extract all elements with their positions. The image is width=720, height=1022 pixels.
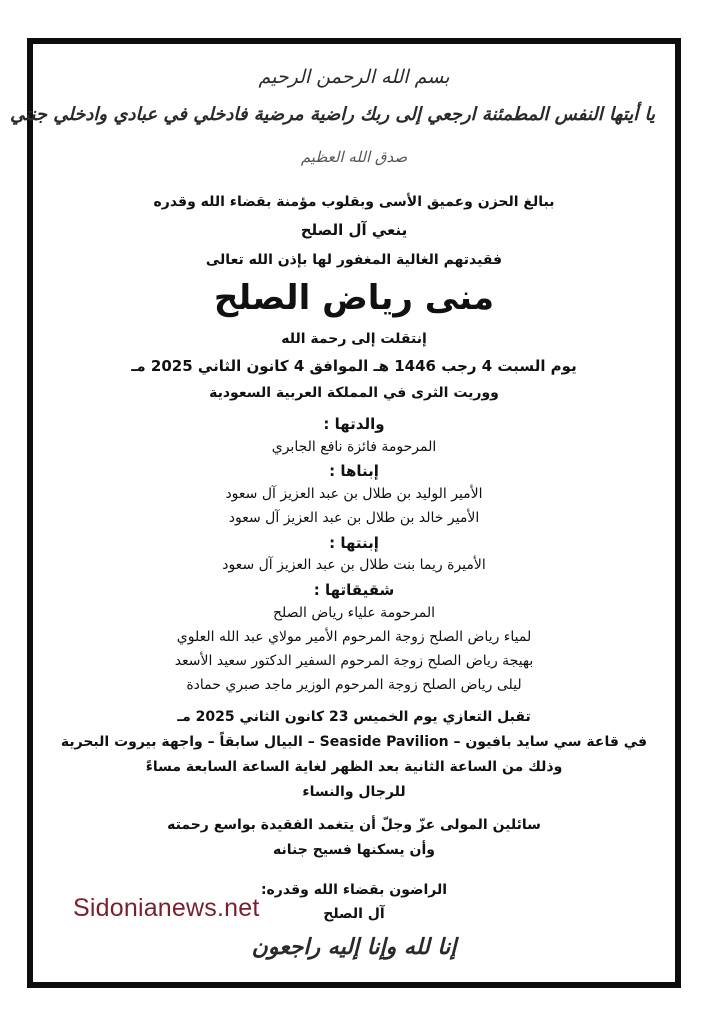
mother-title: والدتها : <box>323 415 385 433</box>
prayer-line: وأن يسكنها فسيح جنانه <box>273 842 435 858</box>
son-name: الأمير الوليد بن طلال بن عبد العزيز آل سعود <box>225 486 483 502</box>
mother-name: المرحومة فائزة نافع الجابري <box>271 439 437 455</box>
condolences-time: وذلك من الساعة الثانية بعد الظهر لغاية الساعة السابعة مساءً <box>145 759 563 775</box>
announcer-family: ينعي آل الصلح <box>300 221 408 239</box>
announcement-intro: ببالغ الحزن وعميق الأسى وبقلوب مؤمنة بقضاء الله وقدره <box>153 194 555 210</box>
sister-name: لمياء رياض الصلح زوجة المرحوم الأمير مولاي عبد الله العلوي <box>176 629 532 645</box>
basmala-calligraphy: بسم الله الرحمن الرحيم <box>258 66 450 88</box>
prayer-line: سائلين المولى عزّ وجلّ أن يتغمد الفقيدة بواسع رحمته <box>167 817 541 833</box>
sadaqa-calligraphy: صدق الله العظيم <box>300 148 408 166</box>
daughter-title: إبنتها : <box>329 534 379 552</box>
quran-verse-calligraphy: يا أيتها النفس المطمئنة ارجعي إلى ربك راضية مرضية فادخلي في عبادي وادخلي جنتي <box>10 104 655 125</box>
sons-title: إبناها : <box>329 462 379 480</box>
sister-name: ليلى رياض الصلح زوجة المرحوم الوزير ماجد صبري حمادة <box>186 677 522 693</box>
condolences-attendees: للرجال والنساء <box>302 784 406 800</box>
obituary-frame <box>10 38 681 988</box>
sister-name: بهيجة رياض الصلح زوجة المرحوم السفير الدكتور سعيد الأسعد <box>174 653 534 669</box>
condolences-venue: في قاعة سي سايد بافيون – Seaside Pavilion – البيال سابقاً – واجهة بيروت البحرية <box>60 734 648 750</box>
burial-text: ووريت الثرى في المملكة العربية السعودية <box>209 385 499 401</box>
website-watermark: Sidonianews.net <box>73 894 260 922</box>
consent-text: الراضون بقضاء الله وقدره: <box>260 882 448 898</box>
family-signature: آل الصلح <box>323 906 385 922</box>
deceased-intro: فقيدتهم الغالية المغفور لها بإذن الله تعالى <box>205 252 503 268</box>
daughter-name: الأميرة ريما بنت طلال بن عبد العزيز آل سعود <box>222 557 486 573</box>
deceased-name: منى رياض الصلح <box>213 278 495 318</box>
son-name: الأمير خالد بن طلال بن عبد العزيز آل سعود <box>228 510 480 526</box>
condolences-date: تقبل التعازي يوم الخميس 23 كانون الثاني 2025 مـ <box>177 709 531 725</box>
closing-verse-calligraphy: إنا لله وإنا إليه راجعون <box>251 934 457 960</box>
sister-name: المرحومة علياء رياض الصلح <box>272 605 436 621</box>
passed-away-text: إنتقلت إلى رحمة الله <box>281 331 427 347</box>
sisters-title: شقيقاتها : <box>313 581 395 599</box>
obituary-content <box>10 44 675 982</box>
death-date: يوم السبت 4 رجب 1446 هـ الموافق 4 كانون الثاني 2025 مـ <box>131 357 577 375</box>
